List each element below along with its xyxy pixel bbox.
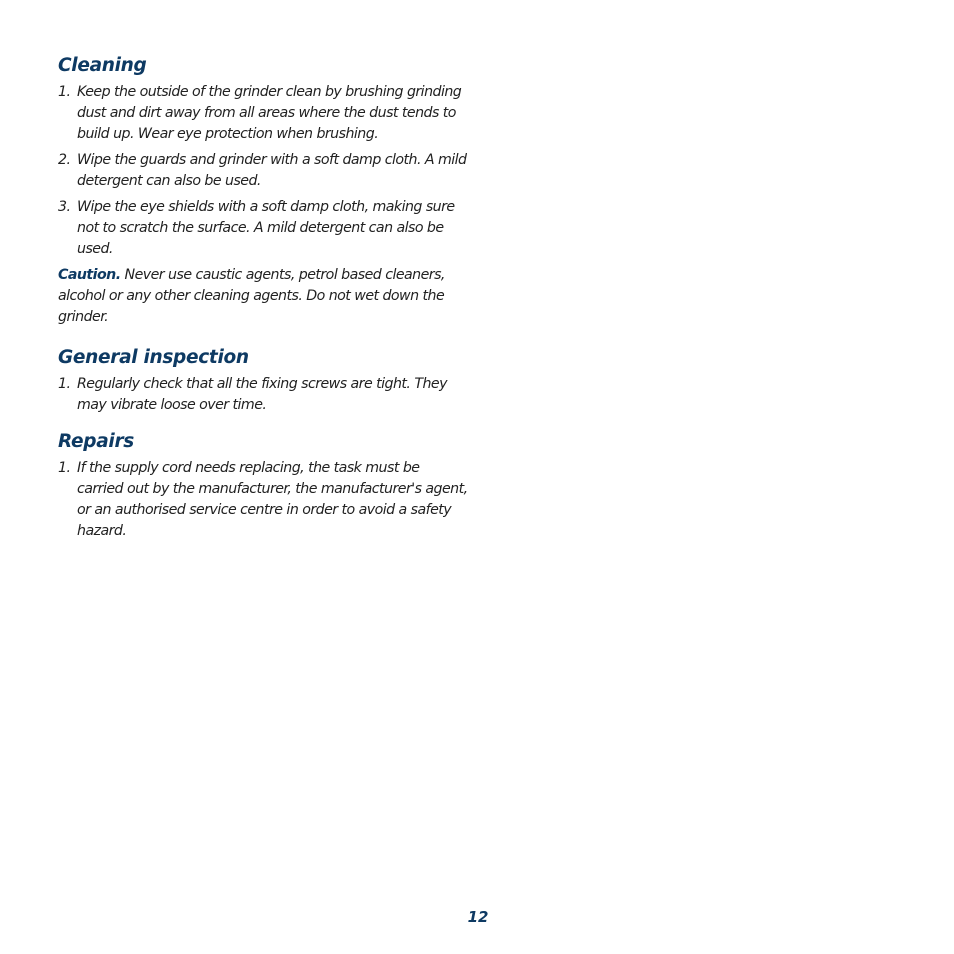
cleaning-step-3 bbox=[58, 197, 468, 260]
cleaning-steps bbox=[58, 82, 468, 260]
step-text: Wipe the guards and grinder with a soft damp cloth. A mild detergent can also be used. bbox=[77, 152, 467, 189]
step-text: Regularly check that all the fixing screws are tight. They may vibrate loose over time. bbox=[77, 376, 447, 413]
general-inspection-step-1 bbox=[58, 374, 468, 416]
step-number: 1. bbox=[58, 376, 71, 392]
step-number: 3. bbox=[58, 199, 71, 215]
cleaning-step-1 bbox=[58, 82, 468, 145]
caution-note bbox=[58, 265, 468, 328]
general-inspection-steps bbox=[58, 374, 468, 416]
cleaning-step-2 bbox=[58, 150, 468, 192]
caution-label: Caution. bbox=[58, 267, 121, 283]
heading-general-inspection: General inspection bbox=[58, 347, 249, 368]
step-text: Wipe the eye shields with a soft damp cloth, making sure not to scratch the surface. A mild detergent can also be used. bbox=[77, 199, 455, 257]
step-text: If the supply cord needs replacing, the task must be carried out by the manufacturer, the manufacturer's agent, or an authorised service centre in order to avoid a safety hazard. bbox=[77, 460, 468, 539]
repairs-step-1 bbox=[58, 458, 468, 542]
section-cleaning bbox=[58, 54, 468, 328]
step-text: Keep the outside of the grinder clean by brushing grinding dust and dirt away from all areas where the dust tends to build up. Wear eye protection when brushing. bbox=[77, 84, 462, 142]
step-number: 1. bbox=[58, 460, 71, 476]
section-repairs bbox=[58, 430, 468, 542]
step-number: 2. bbox=[58, 152, 71, 168]
page-number: 12 bbox=[467, 908, 489, 926]
heading-repairs: Repairs bbox=[58, 431, 134, 452]
step-number: 1. bbox=[58, 84, 71, 100]
heading-cleaning: Cleaning bbox=[58, 55, 147, 76]
caution-text: Never use caustic agents, petrol based cleaners, alcohol or any other cleaning agents. Do not wet down the grinder. bbox=[58, 267, 445, 325]
repairs-steps bbox=[58, 458, 468, 542]
content-column bbox=[58, 54, 468, 556]
section-general-inspection bbox=[58, 346, 468, 416]
